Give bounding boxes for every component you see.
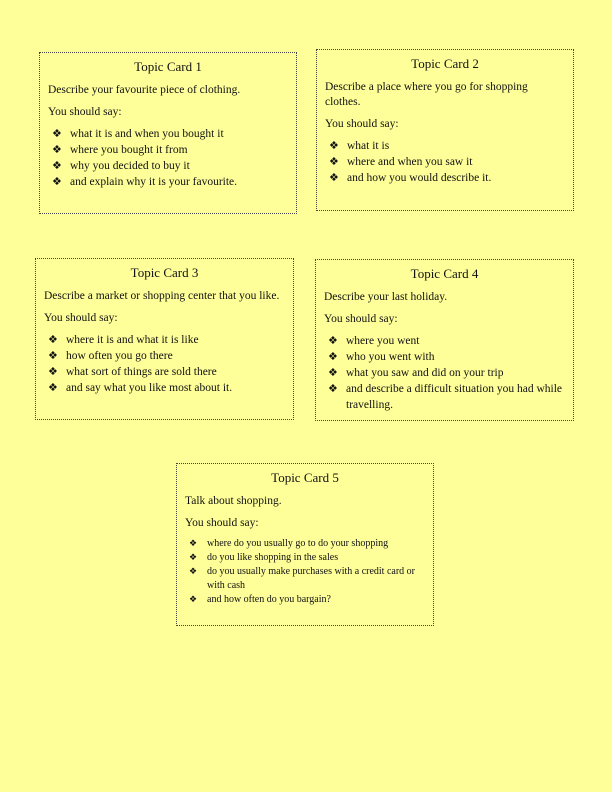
diamond-bullet-icon: ❖	[48, 381, 58, 394]
list-item: ❖ and explain why it is your favourite.	[52, 175, 238, 188]
card-description: Describe a market or shopping center that you like.	[44, 290, 280, 302]
diamond-bullet-icon: ❖	[328, 334, 338, 347]
bullet-list	[44, 332, 285, 396]
list-item: ❖ do you like shopping in the sales	[189, 552, 339, 563]
bullet-list	[48, 126, 288, 190]
list-item: ❖ where do you usually go to do your shopping	[189, 538, 389, 549]
bullet-list	[324, 333, 565, 413]
diamond-bullet-icon: ❖	[48, 333, 58, 346]
list-item: ❖ and say what you like most about it.	[48, 381, 233, 394]
card-title: Topic Card 4	[410, 266, 479, 281]
list-item: ❖ and how often do you bargain?	[189, 594, 331, 605]
card-title: Topic Card 2	[411, 56, 479, 71]
diamond-bullet-icon: ❖	[48, 365, 58, 378]
card-description: Talk about shopping.	[185, 495, 282, 507]
topic-card-5	[176, 463, 434, 626]
diamond-bullet-icon: ❖	[52, 175, 62, 188]
diamond-bullet-icon: ❖	[328, 366, 338, 379]
list-item: ❖ what it is and when you bought it	[52, 127, 224, 140]
list-item: ❖ and how you would describe it.	[329, 171, 492, 184]
diamond-bullet-icon: ❖	[52, 159, 62, 172]
list-item: ❖ who you went with	[328, 350, 435, 363]
list-item: ❖ where and when you saw it	[329, 155, 473, 168]
bullet-list	[185, 537, 425, 607]
diamond-bullet-icon: ❖	[52, 127, 62, 140]
topic-card-2	[316, 49, 574, 211]
card-description: Describe a place where you go for shopping clothes.	[325, 81, 528, 108]
list-item: ❖ what it is	[329, 139, 390, 152]
list-item: ❖ do you usually make purchases with a credit card or with cash	[189, 566, 415, 591]
diamond-bullet-icon: ❖	[189, 595, 198, 605]
topic-card-4	[315, 259, 574, 421]
card-prompt: You should say:	[325, 118, 399, 130]
list-item: ❖ where you went	[328, 334, 420, 347]
card-prompt: You should say:	[44, 312, 118, 324]
diamond-bullet-icon: ❖	[329, 155, 339, 168]
list-item: ❖ where it is and what it is like	[48, 333, 199, 346]
bullet-list	[325, 138, 565, 186]
diamond-bullet-icon: ❖	[189, 553, 198, 563]
diamond-bullet-icon: ❖	[328, 350, 338, 363]
diamond-bullet-icon: ❖	[189, 539, 198, 549]
diamond-bullet-icon: ❖	[52, 143, 62, 156]
card-prompt: You should say:	[185, 517, 259, 529]
list-item: ❖ what you saw and did on your trip	[328, 366, 504, 379]
list-item: ❖ how often you go there	[48, 349, 173, 362]
card-description: Describe your last holiday.	[324, 291, 448, 303]
list-item: ❖ where you bought it from	[52, 143, 188, 156]
diamond-bullet-icon: ❖	[48, 349, 58, 362]
topic-card-3	[35, 258, 294, 420]
topic-card-1	[39, 52, 297, 214]
card-title: Topic Card 1	[134, 59, 202, 74]
diamond-bullet-icon: ❖	[189, 567, 198, 577]
list-item: ❖ what sort of things are sold there	[48, 365, 217, 378]
diamond-bullet-icon: ❖	[329, 139, 339, 152]
diamond-bullet-icon: ❖	[329, 171, 339, 184]
diamond-bullet-icon: ❖	[328, 382, 338, 395]
list-item: ❖ and describe a difficult situation you had while travelling.	[328, 382, 562, 411]
list-item: ❖ why you decided to buy it	[52, 159, 190, 172]
card-prompt: You should say:	[48, 106, 122, 118]
card-description: Describe your favourite piece of clothing.	[48, 84, 241, 96]
card-title: Topic Card 5	[271, 470, 339, 485]
card-prompt: You should say:	[324, 313, 398, 325]
card-title: Topic Card 3	[130, 265, 199, 280]
